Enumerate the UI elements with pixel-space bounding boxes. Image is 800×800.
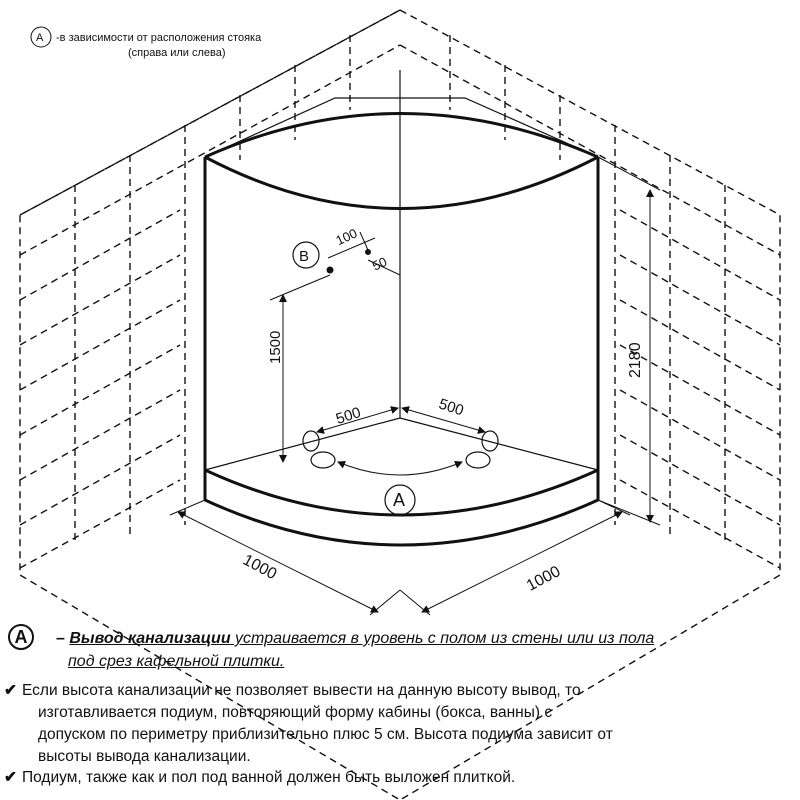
bullet1-line4: высоты вывода канализации.	[38, 748, 251, 765]
drain-rest: устраивается в уровень с полом из стены или из пола	[230, 630, 655, 647]
tray-feet	[303, 431, 498, 475]
bullet2-text: Подиум, также как и пол под ванной должен быть выложен плиткой.	[22, 769, 516, 786]
marker-a-label: A	[393, 490, 406, 510]
dim-1500: 1500	[267, 330, 284, 364]
dim-2180: 2180	[627, 342, 644, 378]
drain-title: Вывод канализации	[69, 630, 231, 647]
dim-500-left: 500	[333, 404, 363, 428]
note-line1: -в зависимости от расположения стояка	[56, 32, 262, 44]
check-icon: ✔	[4, 682, 17, 699]
note-marker: A	[36, 32, 44, 44]
point-a	[385, 485, 415, 515]
dim-500-right: 500	[436, 395, 466, 420]
drain-note	[8, 622, 798, 674]
shower-cabin	[205, 70, 598, 545]
marker-b-label: B	[299, 248, 310, 265]
drain-marker: A	[8, 624, 34, 650]
dimension-lines	[170, 157, 660, 615]
dim-100: 100	[333, 225, 360, 249]
bullet1-line2: изготавливается подиум, повторяющий форму кабины (бокса, ванны) с	[38, 704, 553, 721]
dim-1000-right: 1000	[523, 563, 564, 595]
note-line2: (справа или слева)	[128, 47, 226, 59]
dim-50: 50	[369, 253, 390, 274]
bullet1-line1: Если высота канализации не позволяет вывести на данную высоту вывод, то	[22, 682, 581, 699]
check-icon: ✔	[4, 769, 17, 786]
bullet-podium-height	[4, 680, 792, 768]
bullet-podium-tiles	[4, 767, 792, 789]
drain-line2: под срез кафельной плитки.	[68, 653, 285, 670]
drain-line1	[56, 630, 654, 648]
placement-note	[31, 27, 262, 59]
drain-dash: –	[56, 630, 65, 647]
point-b	[293, 242, 371, 274]
bullet1-line3: допуском по периметру приблизительно плюс 5 см. Высота подиума зависит от	[38, 726, 613, 743]
dim-1000-left: 1000	[239, 551, 280, 584]
